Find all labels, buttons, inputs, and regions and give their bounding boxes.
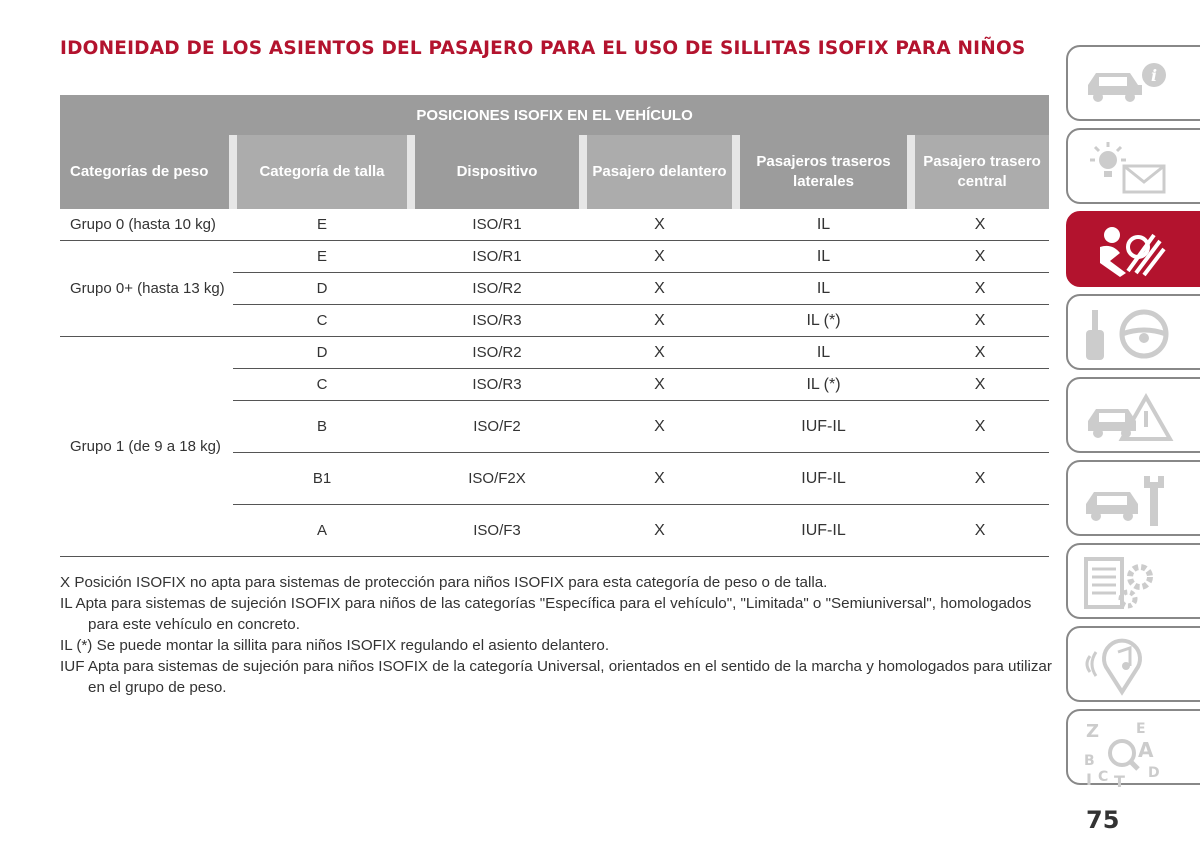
car-wrench-icon xyxy=(1080,470,1180,530)
cell-delantero: X xyxy=(583,337,736,369)
cell-dispositivo: ISO/R3 xyxy=(411,369,583,401)
index-letter: Z xyxy=(1086,721,1100,742)
index-letter: E xyxy=(1136,721,1146,737)
cell-dispositivo: ISO/R2 xyxy=(411,273,583,305)
tab-index[interactable] xyxy=(1066,709,1200,789)
tab-dashboard-lights[interactable] xyxy=(1066,128,1200,204)
cell-laterales: IL xyxy=(736,337,911,369)
cell-laterales: IL xyxy=(736,209,911,241)
table-row xyxy=(60,209,1049,241)
cell-delantero: X xyxy=(583,401,736,453)
col-header-front: Pasajero delantero xyxy=(583,135,736,209)
cell-central: X xyxy=(911,241,1049,273)
cell-dispositivo: ISO/F2X xyxy=(411,453,583,505)
table-super-header: POSICIONES ISOFIX EN EL VEHÍCULO xyxy=(60,95,1049,135)
cell-dispositivo: ISO/R2 xyxy=(411,337,583,369)
cell-delantero: X xyxy=(583,209,736,241)
car-warning-icon xyxy=(1080,387,1180,447)
isofix-table xyxy=(60,95,1049,557)
cell-delantero: X xyxy=(583,241,736,273)
index-letter: B xyxy=(1084,753,1095,769)
cell-talla: B1 xyxy=(233,453,411,505)
table-row xyxy=(60,337,1049,369)
index-letter: D xyxy=(1148,765,1160,781)
cell-delantero: X xyxy=(583,505,736,557)
cell-central: X xyxy=(911,453,1049,505)
cell-laterales: IL xyxy=(736,241,911,273)
cell-dispositivo: ISO/R1 xyxy=(411,209,583,241)
tab-airbag-seat[interactable] xyxy=(1066,211,1200,287)
cell-central: X xyxy=(911,273,1049,305)
note-iuf: IUF Apta para sistemas de sujeción para niños ISOFIX de la categoría Universal, orientados en el sentido de la marcha y homologados para utilizar en el grupo de peso. xyxy=(60,658,1052,696)
cell-talla: D xyxy=(233,273,411,305)
cell-talla: A xyxy=(233,505,411,557)
cell-delantero: X xyxy=(583,305,736,337)
col-header-rear-side: Pasajeros traseros laterales xyxy=(736,135,911,209)
cell-dispositivo: ISO/R3 xyxy=(411,305,583,337)
tab-car-warning[interactable] xyxy=(1066,377,1200,453)
cell-delantero: X xyxy=(583,273,736,305)
group-cell: Grupo 1 (de 9 a 18 kg) xyxy=(60,337,233,557)
tab-multimedia[interactable] xyxy=(1066,626,1200,702)
cell-talla: C xyxy=(233,369,411,401)
cell-laterales: IUF-IL xyxy=(736,401,911,453)
cell-central: X xyxy=(911,369,1049,401)
cell-laterales: IUF-IL xyxy=(736,505,911,557)
index-letter: I xyxy=(1086,770,1092,789)
cell-talla: B xyxy=(233,401,411,453)
col-header-size: Categoría de talla xyxy=(233,135,411,209)
cell-central: X xyxy=(911,209,1049,241)
col-header-device: Dispositivo xyxy=(411,135,583,209)
alphabetical-index-icon xyxy=(1080,719,1180,789)
tab-specs[interactable] xyxy=(1066,543,1200,619)
col-header-rear-center: Pasajero trasero central xyxy=(911,135,1049,209)
note-il: IL Apta para sistemas de sujeción ISOFIX para niños de las categorías "Específica para el vehículo", "Limitada" o "Semiuniversal", homologados para este vehículo en concreto. xyxy=(60,595,1032,633)
note-x: X Posición ISOFIX no apta para sistemas de protección para niños ISOFIX para esta categoría de peso o de talla. xyxy=(60,574,828,591)
cell-central: X xyxy=(911,401,1049,453)
info-mark: i xyxy=(1150,66,1158,85)
index-letter: T xyxy=(1114,772,1125,789)
cell-laterales: IL xyxy=(736,273,911,305)
cell-laterales: IL (*) xyxy=(736,305,911,337)
cell-delantero: X xyxy=(583,369,736,401)
tab-car-info[interactable] xyxy=(1066,45,1200,121)
legend-notes xyxy=(60,572,1055,698)
cell-delantero: X xyxy=(583,453,736,505)
cell-laterales: IUF-IL xyxy=(736,453,911,505)
cell-talla: E xyxy=(233,209,411,241)
airbag-seat-icon xyxy=(1080,221,1180,281)
cell-dispositivo: ISO/F2 xyxy=(411,401,583,453)
group-cell: Grupo 0 (hasta 10 kg) xyxy=(60,209,233,241)
key-steering-wheel-icon xyxy=(1080,304,1180,364)
index-letter: C xyxy=(1098,769,1109,785)
index-letter: A xyxy=(1138,738,1154,762)
specs-gear-icon xyxy=(1080,553,1180,613)
cell-dispositivo: ISO/R1 xyxy=(411,241,583,273)
page-title: IDONEIDAD DE LOS ASIENTOS DEL PASAJERO PARA EL USO DE SILLITAS ISOFIX PARA NIÑOS xyxy=(60,38,1026,59)
multimedia-icon xyxy=(1080,636,1180,696)
cell-laterales: IL (*) xyxy=(736,369,911,401)
car-info-icon xyxy=(1080,55,1180,115)
cell-dispositivo: ISO/F3 xyxy=(411,505,583,557)
tab-car-wrench[interactable] xyxy=(1066,460,1200,536)
cell-talla: E xyxy=(233,241,411,273)
cell-talla: D xyxy=(233,337,411,369)
col-header-weight: Categorías de peso xyxy=(60,135,233,209)
cell-central: X xyxy=(911,505,1049,557)
cell-talla: C xyxy=(233,305,411,337)
note-il-star: IL (*) Se puede montar la sillita para niños ISOFIX regulando el asiento delantero. xyxy=(60,637,610,654)
tab-key-steering[interactable] xyxy=(1066,294,1200,370)
page-number: 75 xyxy=(1086,806,1120,834)
cell-central: X xyxy=(911,305,1049,337)
group-cell: Grupo 0+ (hasta 13 kg) xyxy=(60,241,233,337)
dashboard-lights-icon xyxy=(1080,138,1180,198)
table-row xyxy=(60,241,1049,273)
cell-central: X xyxy=(911,337,1049,369)
